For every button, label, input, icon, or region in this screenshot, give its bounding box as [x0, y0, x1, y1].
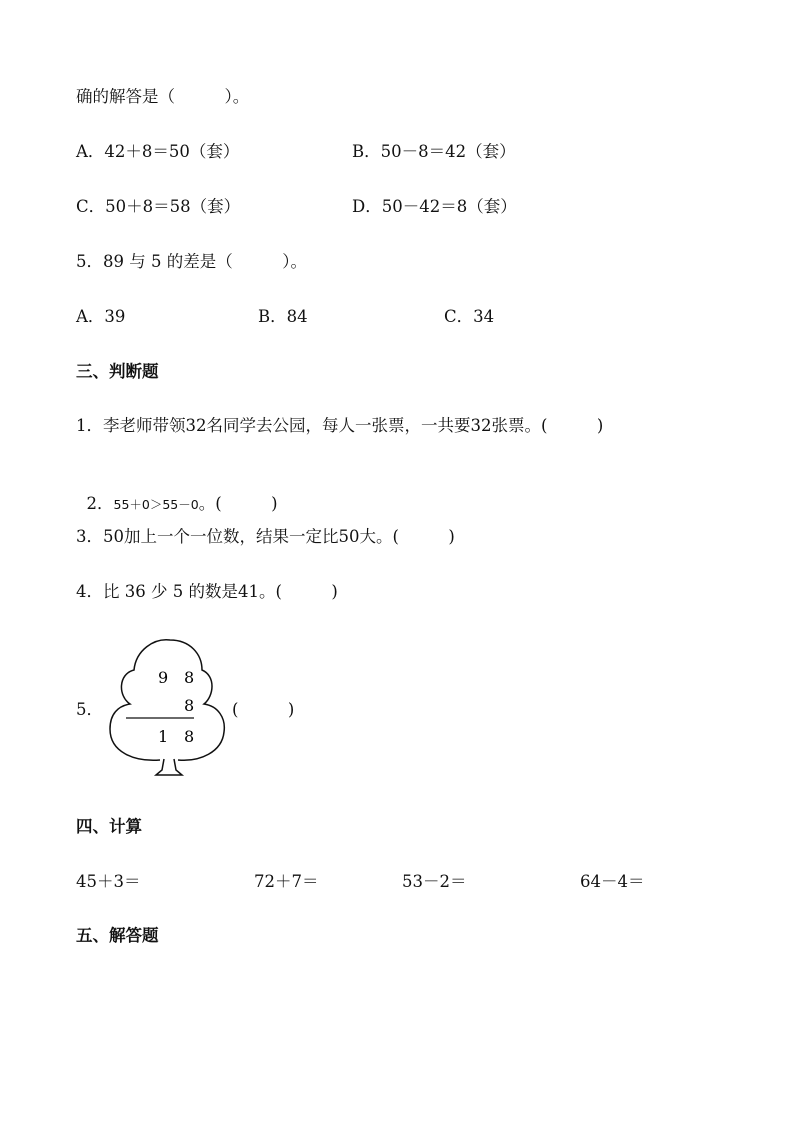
tree-figure [104, 634, 230, 780]
tree-digit: 8 [184, 727, 195, 746]
section-3-title: 三、判断题 [76, 362, 159, 381]
tree-digit: 8 [184, 668, 195, 687]
q5-option-c: C．34 [444, 307, 495, 326]
option-b: B．50－8＝42（套） [352, 142, 516, 161]
question-continuation: 确的解答是（ ）。 [76, 87, 250, 106]
judge-item-2-tail: 。( ) [198, 494, 278, 513]
section-4-title: 四、计算 [76, 817, 142, 836]
option-c: C．50＋8＝58（套） [76, 197, 241, 216]
judge-item-5-number: 5． [76, 700, 103, 719]
section-5-title: 五、解答题 [76, 926, 159, 945]
tree-digit: 9 [158, 668, 169, 687]
calc-expression: 53－2＝ [402, 872, 467, 891]
judge-item-2 [76, 471, 278, 516]
tree-digit: 8 [184, 696, 195, 715]
calc-expression: 64－4＝ [580, 872, 645, 891]
option-a: A．42＋8＝50（套） [76, 142, 240, 161]
judge-item-4: 4．比 36 少 5 的数是41。( ) [76, 582, 338, 601]
judge-item-1: 1．李老师带领32名同学去公园，每人一张票，一共要32张票。( ) [76, 416, 604, 435]
calc-expression: 72＋7＝ [254, 872, 319, 891]
q5-option-b: B．84 [258, 307, 308, 326]
judge-item-2-number: 2． [86, 494, 114, 513]
option-d: D．50－42＝8（套） [352, 197, 517, 216]
tree-digit: 1 [158, 727, 169, 746]
tree-trunk [156, 759, 182, 775]
q5-option-a: A．39 [76, 307, 126, 326]
judge-item-3: 3．50加上一个一位数，结果一定比50大。( ) [76, 527, 455, 546]
question-5: 5．89 与 5 的差是（ ）。 [76, 252, 307, 271]
judge-item-5-answer-paren: ( ) [232, 700, 295, 719]
calc-expression: 45＋3＝ [76, 872, 141, 891]
judge-item-2-expression: 55＋0＞55－0 [113, 497, 199, 512]
